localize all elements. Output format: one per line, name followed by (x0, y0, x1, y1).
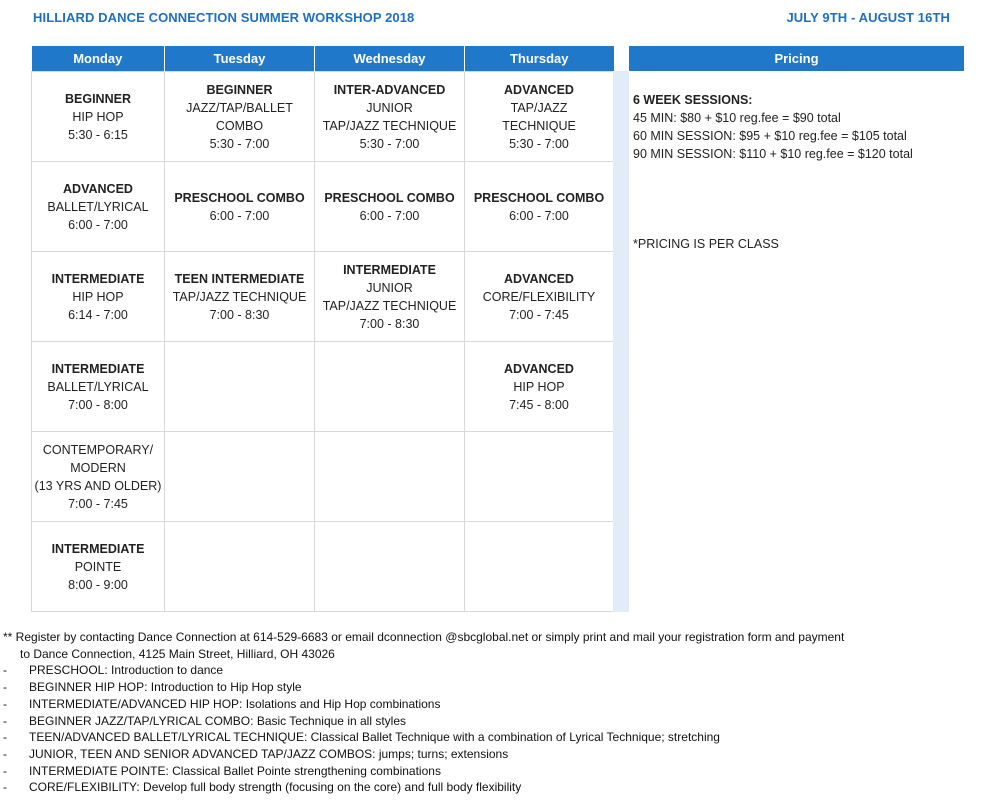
class-level: INTERMEDIATE (51, 361, 145, 376)
bullet-dash: - (3, 680, 7, 695)
class-level: INTERMEDIATE (51, 271, 145, 286)
class-cell (165, 72, 315, 162)
class-detail: 5:30 - 6:15 (68, 127, 128, 142)
class-cell (465, 72, 614, 162)
price-line: 45 MIN: $80 + $10 reg.fee = $90 total (633, 111, 841, 125)
class-description-text: INTERMEDIATE/ADVANCED HIP HOP: Isolations and Hip Hop combinations (29, 696, 441, 711)
class-level: TEEN INTERMEDIATE (174, 271, 305, 286)
class-detail: HIP HOP (72, 109, 124, 124)
class-cell (315, 432, 465, 522)
class-detail: TAP/JAZZ TECHNIQUE (322, 298, 457, 313)
class-detail: JAZZ/TAP/BALLET (186, 100, 293, 115)
class-detail: JUNIOR (366, 280, 413, 295)
pricing-panel (629, 46, 964, 253)
class-detail: HIP HOP (72, 289, 124, 304)
class-cell (165, 522, 315, 612)
schedule-row (32, 522, 614, 612)
class-cell (165, 252, 315, 342)
class-detail: COMBO (215, 118, 264, 133)
class-cell (165, 162, 315, 252)
bullet-dash: - (3, 713, 7, 728)
class-description-text: BEGINNER HIP HOP: Introduction to Hip Hop style (29, 680, 302, 695)
class-level: INTER-ADVANCED (333, 82, 446, 97)
class-cell (465, 162, 614, 252)
class-cell (315, 72, 465, 162)
class-cell (465, 252, 614, 342)
bullet-dash: - (3, 746, 7, 761)
class-detail: 6:14 - 7:00 (68, 307, 128, 322)
divider-bar (613, 71, 629, 612)
day-header: Thursday (465, 46, 614, 72)
register-line: ** Register by contacting Dance Connection at 614-529-6683 or email dconnection @sbcglobal.net or simply print and mail your registration form and payment (3, 630, 845, 644)
bullet-dash: - (3, 696, 7, 711)
class-detail: MODERN (70, 460, 126, 475)
class-detail: 7:00 - 8:30 (359, 316, 420, 331)
price-line: 60 MIN SESSION: $95 + $10 reg.fee = $105 total (633, 129, 907, 143)
class-level: INTERMEDIATE (343, 262, 436, 277)
class-description (3, 779, 978, 796)
class-cell (315, 162, 465, 252)
class-detail: 7:00 - 8:30 (209, 307, 270, 322)
class-description-text: TEEN/ADVANCED BALLET/LYRICAL TECHNIQUE: Classical Ballet Technique with a combination of Lyrical Technique; stretching (29, 730, 720, 745)
class-description-text: BEGINNER JAZZ/TAP/LYRICAL COMBO: Basic Technique in all styles (29, 713, 407, 728)
day-header: Wednesday (315, 46, 465, 72)
schedule-header-row (32, 46, 614, 72)
class-detail: 8:00 - 9:00 (68, 577, 128, 592)
schedule-row (32, 72, 614, 162)
class-detail: POINTE (74, 559, 122, 574)
class-description (3, 746, 978, 763)
class-level: BEGINNER (206, 82, 273, 97)
class-cell (315, 522, 465, 612)
class-description-text: JUNIOR, TEEN AND SENIOR ADVANCED TAP/JAZZ COMBOS: jumps; turns; extensions (29, 746, 509, 761)
class-cell (32, 342, 165, 432)
class-detail: TAP/JAZZ TECHNIQUE (172, 289, 307, 304)
class-description-text: PRESCHOOL: Introduction to dance (29, 663, 224, 678)
bullet-dash: - (3, 663, 7, 678)
class-detail: 6:00 - 7:00 (509, 208, 569, 223)
schedule-body (32, 72, 614, 612)
schedule-table (31, 46, 614, 612)
class-level: PRESCHOOL COMBO (324, 190, 455, 205)
class-detail: TECHNIQUE (502, 118, 576, 133)
bullet-dash: - (3, 730, 7, 745)
class-detail: (13 YRS AND OLDER) (34, 478, 162, 493)
class-cell (465, 342, 614, 432)
class-description (3, 729, 978, 746)
class-description (3, 763, 978, 780)
class-detail: 6:00 - 7:00 (68, 217, 128, 232)
class-detail: CONTEMPORARY/ (42, 442, 154, 457)
schedule-row (32, 432, 614, 522)
class-description-text: CORE/FLEXIBILITY: Develop full body strength (focusing on the core) and full body flexibility (29, 780, 522, 795)
schedule-row (32, 162, 614, 252)
pricing-note: *PRICING IS PER CLASS (633, 237, 779, 251)
pricing-body (629, 71, 964, 253)
class-detail: HIP HOP (513, 379, 565, 394)
class-detail: 7:00 - 7:45 (68, 496, 128, 511)
sessions-title: 6 WEEK SESSIONS: (633, 93, 753, 107)
class-detail: 5:30 - 7:00 (359, 136, 420, 151)
class-detail: 5:30 - 7:00 (209, 136, 270, 151)
class-detail: BALLET/LYRICAL (47, 379, 149, 394)
schedule-row (32, 252, 614, 342)
class-detail: 6:00 - 7:00 (359, 208, 420, 223)
class-detail: 7:00 - 8:00 (68, 397, 128, 412)
footer-notes (3, 629, 978, 796)
schedule-row (32, 342, 614, 432)
class-cell (32, 432, 165, 522)
day-header: Monday (32, 46, 165, 72)
class-cell (465, 522, 614, 612)
bullet-dash: - (3, 780, 7, 795)
day-header: Tuesday (165, 46, 315, 72)
class-description (3, 713, 978, 730)
class-description (3, 662, 978, 679)
class-cell (32, 252, 165, 342)
bullet-dash: - (3, 763, 7, 778)
date-range: JULY 9TH - AUGUST 16TH (786, 10, 950, 25)
class-level: ADVANCED (504, 271, 574, 286)
class-cell (315, 252, 465, 342)
class-level: ADVANCED (63, 181, 133, 196)
class-cell (315, 342, 465, 432)
class-detail: CORE/FLEXIBILITY (482, 289, 596, 304)
class-detail: 6:00 - 7:00 (209, 208, 270, 223)
price-line: 90 MIN SESSION: $110 + $10 reg.fee = $120 total (633, 147, 913, 161)
class-cell (32, 72, 165, 162)
class-cell (465, 432, 614, 522)
class-cell (32, 522, 165, 612)
class-description-text: INTERMEDIATE POINTE: Classical Ballet Pointe strengthening combinations (29, 763, 441, 778)
class-level: ADVANCED (504, 82, 574, 97)
class-cell (165, 432, 315, 522)
class-detail: 7:00 - 7:45 (509, 307, 569, 322)
class-level: INTERMEDIATE (51, 541, 145, 556)
register-address: to Dance Connection, 4125 Main Street, Hilliard, OH 43026 (20, 646, 335, 661)
pricing-header: Pricing (629, 46, 964, 71)
class-detail: JUNIOR (366, 100, 413, 115)
class-cell (165, 342, 315, 432)
class-level: PRESCHOOL COMBO (174, 190, 305, 205)
page-title: HILLIARD DANCE CONNECTION SUMMER WORKSHOP 2018 (33, 10, 415, 25)
class-detail: TAP/JAZZ TECHNIQUE (322, 118, 457, 133)
class-description (3, 696, 978, 713)
class-detail: BALLET/LYRICAL (47, 199, 149, 214)
class-level: ADVANCED (504, 361, 574, 376)
class-detail: TAP/JAZZ (510, 100, 568, 115)
class-level: PRESCHOOL COMBO (473, 190, 605, 205)
class-level: BEGINNER (65, 91, 131, 106)
class-cell (32, 162, 165, 252)
class-description (3, 679, 978, 696)
class-detail: 5:30 - 7:00 (509, 136, 569, 151)
class-detail: 7:45 - 8:00 (509, 397, 569, 412)
